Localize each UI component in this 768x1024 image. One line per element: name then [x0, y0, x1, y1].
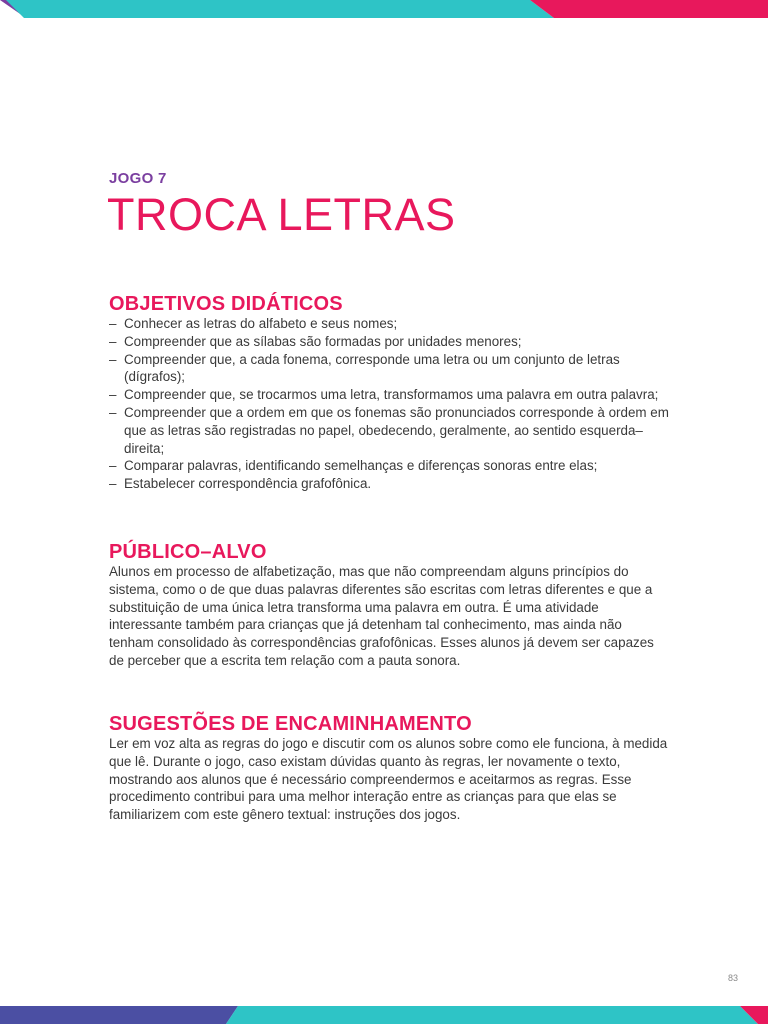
list-item: – Compreender que as sílabas são formadas por unidades menores;	[109, 333, 522, 349]
section-objetivos	[109, 293, 669, 493]
list-item-text: Compreender que, se trocarmos uma letra, transformamos uma palavra em outra palavra;	[124, 387, 659, 403]
game-kicker: JOGO 7	[109, 170, 167, 187]
list-item-text: Conhecer as letras do alfabeto e seus nomes;	[124, 316, 398, 331]
list-item-text: Comparar palavras, identificando semelhanças e diferenças sonoras entre elas;	[124, 458, 598, 474]
page-number: 83	[727, 973, 738, 983]
section-sugestoes	[109, 713, 669, 824]
bottom-band-teal	[226, 1006, 758, 1024]
section-heading-publico: PÚBLICO–ALVO	[109, 541, 267, 563]
section-heading-sugestoes: SUGESTÕES DE ENCAMINHAMENTO	[109, 713, 472, 735]
list-item: – Compreender que, se trocarmos uma letra, transformamos uma palavra em outra palavra;	[109, 387, 659, 403]
top-band-teal	[6, 0, 554, 18]
list-item: – Compreender que, a cada fonema, corresponde uma letra ou um conjunto de letras (dígrafos);	[109, 351, 620, 385]
page-title: TROCA LETRAS	[107, 189, 456, 240]
list-item: – Conhecer as letras do alfabeto e seus nomes;	[109, 316, 398, 331]
list-item: – Compreender que a ordem em que os fonemas são pronunciados corresponde à ordem em que as letras são registradas no papel, obedecendo, geralmente, ao sentido esquerda–direita;	[109, 404, 669, 456]
publico-paragraph: Alunos em processo de alfabetização, mas que não compreendam alguns princípios do sistema, como o de que duas palavras diferentes são escritas com letras diferentes e que a substituição de uma única letra transforma uma palavra em outra. É uma atividade interessante também para crianças que já detenham tal conhecimento, mas ainda não tenham consolidado às correspondências grafofônicas. Esses alunos já devem ser capazes de perceber que a escrita tem relação com a pauta sonora.	[109, 564, 654, 668]
list-item-text: Compreender que as sílabas são formadas por unidades menores;	[124, 333, 522, 349]
list-item-text: Compreender que, a cada fonema, corresponde uma letra ou um conjunto de letras (dígrafos);	[124, 351, 620, 385]
sugestoes-paragraph: Ler em voz alta as regras do jogo e discutir com os alunos sobre como ele funciona, à medida que lê. Durante o jogo, caso existam dúvidas quanto às regras, ler novamente o texto, mostrando aos alunos que é necessário compreendermos e aceitarmos as regras. Esse procedimento contribui para uma melhor interação entre as crianças para que elas se familiarizem com este gênero textual: instruções dos jogos.	[109, 736, 668, 823]
list-item-text: Estabelecer correspondência grafofônica.	[124, 476, 372, 492]
top-color-band	[0, 0, 768, 18]
section-heading-objetivos: OBJETIVOS DIDÁTICOS	[109, 293, 343, 315]
top-band-pink	[530, 0, 768, 18]
bottom-band-indigo	[0, 1006, 238, 1024]
list-item: – Estabelecer correspondência grafofônica.	[109, 476, 372, 492]
list-item-text: Compreender que a ordem em que os fonemas são pronunciados corresponde à ordem em que as letras são registradas no papel, obedecendo, geralmente, ao sentido esquerda–direita;	[124, 404, 669, 456]
objetivos-list	[109, 315, 669, 493]
section-publico-alvo	[109, 541, 669, 670]
bottom-color-band	[0, 1006, 768, 1024]
list-item: – Comparar palavras, identificando semelhanças e diferenças sonoras entre elas;	[109, 458, 598, 474]
